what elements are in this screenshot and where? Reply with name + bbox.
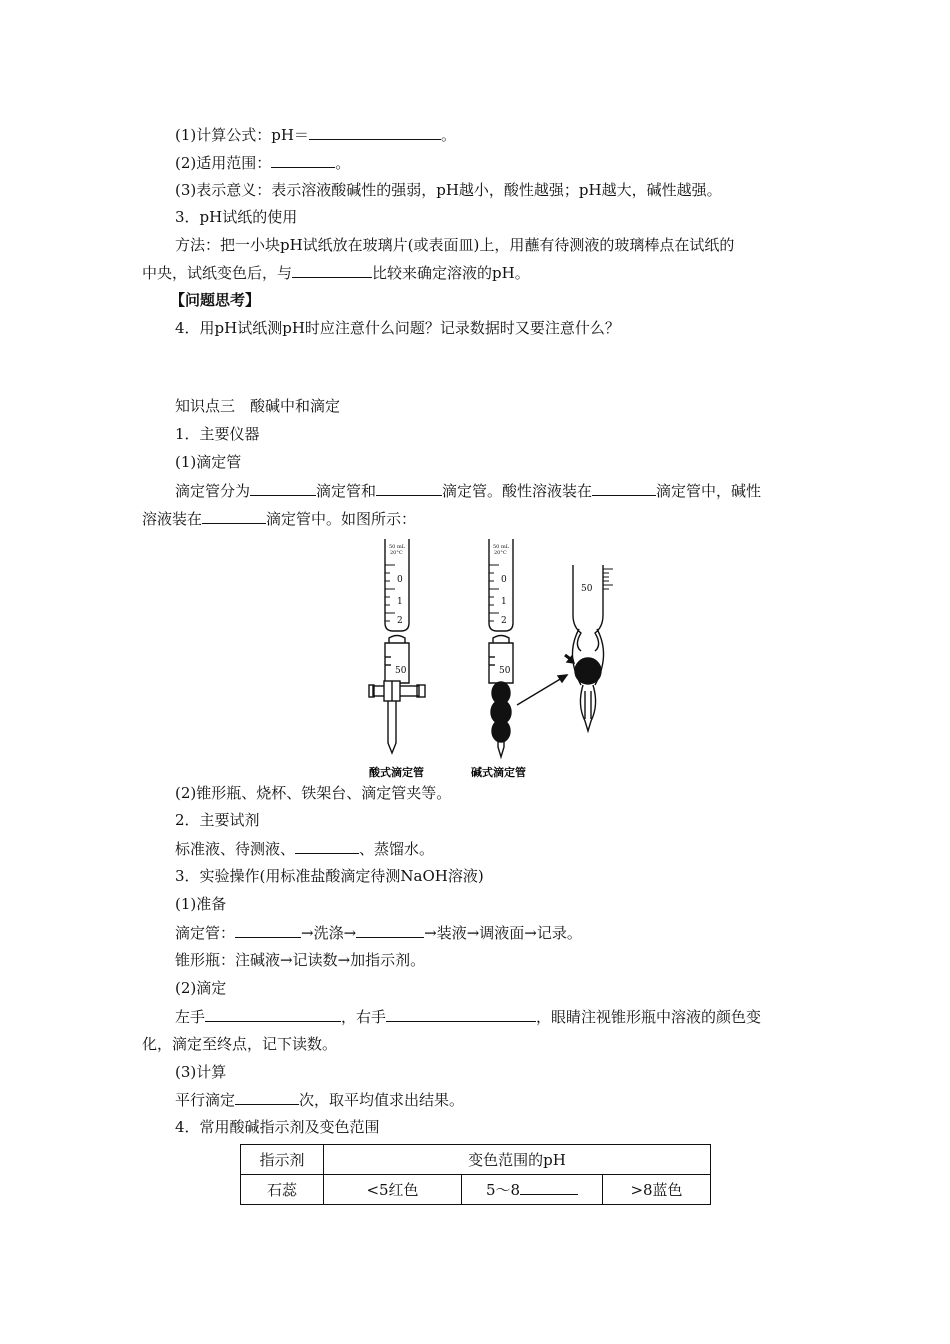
base-burette-drawing: [489, 539, 567, 757]
answer-blank[interactable]: [271, 152, 335, 168]
ph-formula-label: (1)计算公式：pH＝: [175, 126, 309, 144]
heading-ph-paper: 3．pH试纸的使用: [175, 208, 298, 226]
text: 次，取平均值求出结果。: [299, 1091, 465, 1109]
question-4: 4．用pH试纸测pH时应注意什么问题？记录数据时又要注意什么？: [175, 319, 620, 337]
acid-burette-caption: 酸式滴定管: [369, 766, 424, 779]
text: 滴定管。酸性溶液装在: [442, 482, 593, 500]
calculation-line: [175, 1089, 464, 1110]
answer-blank[interactable]: [205, 1006, 341, 1022]
text: 滴定管分为: [175, 482, 251, 500]
cell-litmus: 石蕊: [241, 1175, 324, 1205]
acid-tube-volume-label: 50 mL: [389, 544, 406, 550]
text: 5～8: [485, 1181, 521, 1199]
think-heading: 【问题思考】: [170, 291, 261, 309]
text: 标准液、待测液、: [175, 840, 296, 858]
answer-blank[interactable]: [520, 1179, 578, 1195]
heading-preparation: (1)准备: [175, 895, 227, 913]
answer-blank[interactable]: [295, 838, 359, 854]
heading-burette: (1)滴定管: [175, 453, 242, 471]
answer-blank[interactable]: [376, 480, 442, 496]
burette-line-1: [175, 480, 761, 501]
acid-burette-drawing: [369, 539, 425, 753]
other-instruments: (2)锥形瓶、烧杯、铁架台、滴定管夹等。: [175, 784, 452, 802]
cell-blue-range: >8蓝色: [603, 1175, 711, 1205]
header-indicator: 指示剂: [241, 1145, 324, 1175]
text: 比较来确定溶液的pH。: [372, 264, 530, 282]
text: 溶液装在: [142, 510, 203, 528]
answer-blank[interactable]: [250, 480, 316, 496]
ph-scope-label: (2)适用范围：: [175, 154, 272, 172]
titration-line-2: 化，滴定至终点，记下读数。: [142, 1035, 338, 1053]
base-mark-2: 2: [501, 616, 507, 626]
text: ，眼睛注视锥形瓶中溶液的颜色变: [536, 1008, 762, 1026]
text: 滴定管中。如图所示：: [266, 510, 417, 528]
heading-reagents: 2．主要试剂: [175, 811, 260, 829]
heading-calculation: (3)计算: [175, 1063, 227, 1081]
acid-tube-temp-label: 20°C: [390, 550, 403, 556]
base-mark-0: 0: [501, 575, 507, 585]
base-mark-1: 1: [501, 597, 507, 607]
acid-mark-0: 0: [397, 575, 403, 585]
base-tube-temp-label: 20°C: [494, 550, 507, 556]
cell-red-range: <5红色: [324, 1175, 462, 1205]
answer-blank[interactable]: [356, 922, 424, 938]
item-ph-meaning: (3)表示意义：表示溶液酸碱性的强弱，pH越小，酸性越强；pH越大，碱性越强。: [175, 181, 722, 199]
text: 滴定管：: [175, 924, 236, 942]
header-ph-range: 变色范围的pH: [324, 1145, 711, 1175]
text: ，右手: [341, 1008, 387, 1026]
heading-procedure: 3．实验操作(用标准盐酸滴定待测NaOH溶液): [175, 867, 484, 885]
base-burette-caption: 碱式滴定管: [471, 766, 526, 779]
item-ph-formula: [175, 124, 456, 145]
punct: 。: [335, 154, 351, 172]
base-mark-50: 50: [499, 666, 511, 676]
method-line-1: 方法：把一小块pH试纸放在玻璃片(或表面皿)上，用蘸有待测液的玻璃棒点在试纸的: [175, 236, 735, 254]
text: →装液→调液面→记录。: [424, 924, 582, 942]
prep-flask-line: 锥形瓶：注碱液→记读数→加指示剂。: [175, 951, 426, 969]
item-ph-scope: [175, 152, 350, 173]
heading-titration: (2)滴定: [175, 979, 227, 997]
acid-mark-1: 1: [397, 597, 403, 607]
detail-mark-50: 50: [581, 584, 593, 594]
answer-blank[interactable]: [592, 480, 656, 496]
answer-blank[interactable]: [202, 508, 266, 524]
reagents-line: [175, 838, 434, 859]
answer-blank[interactable]: [235, 922, 301, 938]
heading-indicators: 4．常用酸碱指示剂及变色范围: [175, 1118, 380, 1136]
text: 左手: [175, 1008, 206, 1026]
cell-mid-range: [462, 1175, 603, 1205]
table-row: [241, 1175, 711, 1205]
heading-instruments: 1．主要仪器: [175, 425, 260, 443]
text: 中央，试纸变色后，与: [142, 264, 293, 282]
titration-line-1: [175, 1006, 761, 1027]
text: 滴定管和: [316, 482, 377, 500]
prep-burette-line: [175, 922, 582, 943]
knowledge-point-3-title: 知识点三 酸碱中和滴定: [175, 397, 341, 415]
text: 平行滴定: [175, 1091, 236, 1109]
table-header-row: [241, 1145, 711, 1175]
indicator-table: [240, 1144, 711, 1205]
punct: 。: [440, 126, 456, 144]
text: 、蒸馏水。: [359, 840, 435, 858]
acid-mark-50: 50: [395, 666, 407, 676]
pinch-valve-detail-drawing: [565, 565, 613, 731]
burette-line-2: [142, 508, 416, 529]
answer-blank[interactable]: [309, 124, 441, 140]
base-tube-volume-label: 50 mL: [493, 544, 510, 550]
answer-blank[interactable]: [386, 1006, 536, 1022]
text: 滴定管中，碱性: [656, 482, 762, 500]
answer-blank[interactable]: [235, 1089, 299, 1105]
acid-mark-2: 2: [397, 616, 403, 626]
method-line-2: [142, 262, 530, 283]
text: →洗涤→: [301, 924, 357, 942]
answer-blank[interactable]: [292, 262, 372, 278]
burette-figure: [355, 535, 615, 783]
